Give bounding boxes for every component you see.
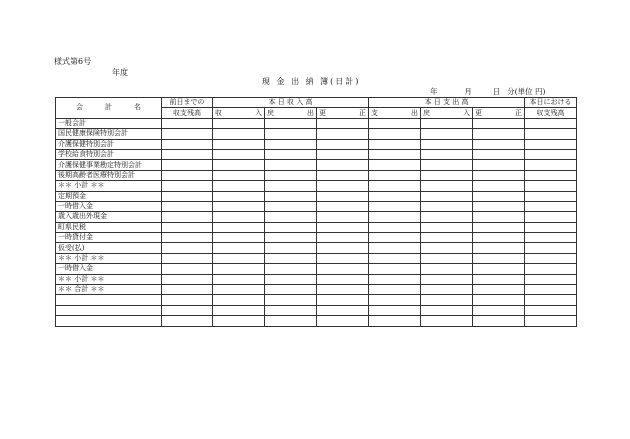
amount-cell xyxy=(213,222,265,232)
today-balance-header-1: 本日における xyxy=(525,98,577,108)
amount-cell xyxy=(421,264,473,274)
account-name-cell: 定期預金 xyxy=(56,191,162,201)
cash-ledger-table xyxy=(55,97,577,327)
amount-cell xyxy=(473,233,525,243)
amount-cell xyxy=(369,181,421,191)
amount-cell xyxy=(473,212,525,222)
table-row xyxy=(56,212,577,222)
account-name-cell: 一時貸付金 xyxy=(56,233,162,243)
amount-cell xyxy=(213,212,265,222)
amount-cell xyxy=(369,160,421,170)
amount-cell xyxy=(317,243,369,253)
amount-cell xyxy=(265,295,317,305)
amount-cell xyxy=(369,285,421,295)
amount-cell xyxy=(421,181,473,191)
amount-cell xyxy=(162,253,213,263)
receipts-group-header: 本 日 収 入 高 xyxy=(213,98,369,108)
prev-balance-header-1: 前日までの xyxy=(162,98,213,108)
receipts-sub-header xyxy=(265,108,317,118)
amount-cell xyxy=(213,295,265,305)
amount-cell xyxy=(421,191,473,201)
account-name-cell: 仮受(払) xyxy=(56,243,162,253)
form-number: 様式第6号 xyxy=(54,57,92,66)
amount-cell xyxy=(525,118,577,128)
amount-cell xyxy=(421,129,473,139)
table-row xyxy=(56,243,577,253)
amount-cell xyxy=(473,139,525,149)
table-row xyxy=(56,233,577,243)
sub-header-char: 入 xyxy=(463,108,471,117)
amount-cell xyxy=(265,264,317,274)
amount-cell xyxy=(369,305,421,315)
amount-cell xyxy=(162,160,213,170)
table-row xyxy=(56,253,577,263)
amount-cell xyxy=(162,149,213,159)
amount-cell xyxy=(265,160,317,170)
amount-cell xyxy=(213,149,265,159)
table-row xyxy=(56,316,577,326)
account-name-cell: 学校給食特別会計 xyxy=(56,149,162,159)
amount-cell xyxy=(162,222,213,232)
amount-cell xyxy=(265,191,317,201)
amount-cell xyxy=(421,201,473,211)
amount-cell xyxy=(265,129,317,139)
amount-cell xyxy=(265,118,317,128)
table-row xyxy=(56,149,577,159)
amount-cell xyxy=(525,222,577,232)
amount-cell xyxy=(473,295,525,305)
amount-cell xyxy=(525,212,577,222)
amount-cell xyxy=(265,181,317,191)
amount-cell xyxy=(421,305,473,315)
amount-cell xyxy=(265,233,317,243)
amount-cell xyxy=(421,253,473,263)
amount-cell xyxy=(265,201,317,211)
sub-header-char: 更 xyxy=(475,108,483,117)
amount-cell xyxy=(473,170,525,180)
ledger-body xyxy=(56,118,577,326)
prev-balance-header-2: 収支残高 xyxy=(162,108,213,118)
amount-cell xyxy=(162,139,213,149)
amount-cell xyxy=(162,118,213,128)
amount-cell xyxy=(525,295,577,305)
amount-cell xyxy=(525,264,577,274)
amount-cell xyxy=(162,274,213,284)
table-row xyxy=(56,181,577,191)
amount-cell xyxy=(421,160,473,170)
amount-cell xyxy=(265,243,317,253)
account-name-cell: ＊＊ 小計 ＊＊ xyxy=(56,253,162,263)
amount-cell xyxy=(317,212,369,222)
account-name-cell: 後期高齢者医療特別会計 xyxy=(56,170,162,180)
table-row xyxy=(56,191,577,201)
amount-cell xyxy=(213,233,265,243)
table-row xyxy=(56,274,577,284)
amount-cell xyxy=(317,233,369,243)
amount-cell xyxy=(421,285,473,295)
date-line xyxy=(430,86,545,97)
table-row xyxy=(56,295,577,305)
amount-cell xyxy=(421,233,473,243)
table-row xyxy=(56,139,577,149)
amount-cell xyxy=(317,264,369,274)
amount-cell xyxy=(369,139,421,149)
amount-cell xyxy=(525,233,577,243)
account-name-header xyxy=(56,98,162,119)
table-row xyxy=(56,264,577,274)
date-day: 日 xyxy=(492,87,501,96)
amount-cell xyxy=(421,316,473,326)
table-row xyxy=(56,305,577,315)
date-unit: 分(単位 円) xyxy=(507,87,546,96)
account-name-cell: 介護保健事業勘定特別会計 xyxy=(56,160,162,170)
date-month: 月 xyxy=(464,87,472,96)
table-row xyxy=(56,222,577,232)
amount-cell xyxy=(213,316,265,326)
date-year: 年 xyxy=(430,87,438,96)
amount-cell xyxy=(421,212,473,222)
amount-cell xyxy=(369,264,421,274)
account-name-cell: ＊＊ 小計 ＊＊ xyxy=(56,274,162,284)
amount-cell xyxy=(317,222,369,232)
account-name-cell: 歳入歳出外現金 xyxy=(56,212,162,222)
amount-cell xyxy=(162,264,213,274)
amount-cell xyxy=(369,201,421,211)
amount-cell xyxy=(213,285,265,295)
amount-cell xyxy=(369,274,421,284)
account-name-cell: 町県民税 xyxy=(56,222,162,232)
amount-cell xyxy=(213,160,265,170)
amount-cell xyxy=(369,295,421,305)
fiscal-year-label: 年度 xyxy=(112,68,128,77)
amount-cell xyxy=(317,191,369,201)
amount-cell xyxy=(525,253,577,263)
amount-cell xyxy=(265,222,317,232)
amount-cell xyxy=(369,191,421,201)
amount-cell xyxy=(421,295,473,305)
amount-cell xyxy=(265,316,317,326)
payments-sub-header xyxy=(369,108,421,118)
amount-cell xyxy=(473,222,525,232)
sub-header-char: 正 xyxy=(359,108,367,117)
amount-cell xyxy=(265,170,317,180)
amount-cell xyxy=(317,129,369,139)
amount-cell xyxy=(265,305,317,315)
amount-cell xyxy=(265,149,317,159)
amount-cell xyxy=(265,212,317,222)
amount-cell xyxy=(473,253,525,263)
amount-cell xyxy=(525,181,577,191)
table-row xyxy=(56,129,577,139)
amount-cell xyxy=(317,181,369,191)
amount-cell xyxy=(421,243,473,253)
amount-cell xyxy=(213,191,265,201)
payments-sub-header xyxy=(473,108,525,118)
amount-cell xyxy=(213,181,265,191)
amount-cell xyxy=(162,129,213,139)
sub-header-char: 出 xyxy=(307,108,314,117)
payments-group-header: 本 日 支 出 高 xyxy=(369,98,525,108)
amount-cell xyxy=(525,274,577,284)
amount-cell xyxy=(213,170,265,180)
account-name-cell: 国民健康保険特別会計 xyxy=(56,129,162,139)
amount-cell xyxy=(213,243,265,253)
account-name-cell xyxy=(56,305,162,315)
amount-cell xyxy=(473,274,525,284)
amount-cell xyxy=(317,139,369,149)
amount-cell xyxy=(162,285,213,295)
table-row xyxy=(56,160,577,170)
amount-cell xyxy=(525,316,577,326)
amount-cell xyxy=(421,274,473,284)
amount-cell xyxy=(213,264,265,274)
amount-cell xyxy=(213,129,265,139)
amount-cell xyxy=(473,201,525,211)
sub-header-char: 支 xyxy=(371,108,379,117)
amount-cell xyxy=(473,181,525,191)
amount-cell xyxy=(473,160,525,170)
amount-cell xyxy=(317,253,369,263)
amount-cell xyxy=(473,285,525,295)
account-name-cell: 一般会計 xyxy=(56,118,162,128)
document-title: 現 金 出 納 簿(日計) xyxy=(262,77,361,86)
table-row xyxy=(56,118,577,128)
amount-cell xyxy=(473,149,525,159)
amount-cell xyxy=(473,264,525,274)
sub-header-char: 入 xyxy=(255,108,262,117)
amount-cell xyxy=(317,149,369,159)
amount-cell xyxy=(473,118,525,128)
sub-header-char: 更 xyxy=(319,108,326,117)
amount-cell xyxy=(213,274,265,284)
amount-cell xyxy=(473,316,525,326)
account-name-cell: ＊＊ 小計 ＊＊ xyxy=(56,181,162,191)
amount-cell xyxy=(525,305,577,315)
amount-cell xyxy=(162,212,213,222)
payments-sub-header xyxy=(421,108,473,118)
amount-cell xyxy=(369,170,421,180)
amount-cell xyxy=(162,201,213,211)
amount-cell xyxy=(162,181,213,191)
receipts-sub-header xyxy=(213,108,265,118)
amount-cell xyxy=(369,222,421,232)
amount-cell xyxy=(421,170,473,180)
amount-cell xyxy=(525,129,577,139)
amount-cell xyxy=(317,305,369,315)
amount-cell xyxy=(265,285,317,295)
amount-cell xyxy=(265,253,317,263)
sub-header-char: 戻 xyxy=(267,108,274,117)
table-row xyxy=(56,201,577,211)
amount-cell xyxy=(162,233,213,243)
amount-cell xyxy=(162,243,213,253)
amount-cell xyxy=(213,118,265,128)
table-row xyxy=(56,285,577,295)
amount-cell xyxy=(162,295,213,305)
amount-cell xyxy=(421,149,473,159)
amount-cell xyxy=(162,191,213,201)
sub-header-char: 戻 xyxy=(423,108,431,117)
amount-cell xyxy=(421,222,473,232)
amount-cell xyxy=(213,139,265,149)
sub-header-char: 出 xyxy=(411,108,419,117)
amount-cell xyxy=(473,305,525,315)
amount-cell xyxy=(213,201,265,211)
amount-cell xyxy=(213,305,265,315)
sub-header-char: 正 xyxy=(515,108,523,117)
amount-cell xyxy=(162,170,213,180)
account-name-cell: 介護保健特別会計 xyxy=(56,139,162,149)
account-header-char: 名 xyxy=(134,103,141,112)
amount-cell xyxy=(265,274,317,284)
amount-cell xyxy=(369,243,421,253)
amount-cell xyxy=(369,118,421,128)
amount-cell xyxy=(525,149,577,159)
amount-cell xyxy=(473,129,525,139)
amount-cell xyxy=(525,201,577,211)
amount-cell xyxy=(317,160,369,170)
table-row xyxy=(56,170,577,180)
sub-header-char: 収 xyxy=(215,108,222,117)
amount-cell xyxy=(162,316,213,326)
amount-cell xyxy=(369,129,421,139)
account-name-cell: ＊＊ 合計 ＊＊ xyxy=(56,285,162,295)
amount-cell xyxy=(369,149,421,159)
amount-cell xyxy=(473,243,525,253)
amount-cell xyxy=(317,201,369,211)
amount-cell xyxy=(421,118,473,128)
amount-cell xyxy=(317,170,369,180)
receipts-sub-header xyxy=(317,108,369,118)
amount-cell xyxy=(265,139,317,149)
account-name-cell xyxy=(56,316,162,326)
amount-cell xyxy=(317,295,369,305)
amount-cell xyxy=(369,316,421,326)
amount-cell xyxy=(317,285,369,295)
amount-cell xyxy=(421,139,473,149)
amount-cell xyxy=(525,285,577,295)
account-header-char: 会 xyxy=(76,103,83,112)
amount-cell xyxy=(317,118,369,128)
account-name-cell xyxy=(56,295,162,305)
account-name-cell: 一時借入金 xyxy=(56,201,162,211)
amount-cell xyxy=(525,243,577,253)
account-name-cell: 一時借入金 xyxy=(56,264,162,274)
account-header-char: 計 xyxy=(105,103,112,112)
amount-cell xyxy=(525,160,577,170)
amount-cell xyxy=(525,170,577,180)
amount-cell xyxy=(369,212,421,222)
amount-cell xyxy=(213,253,265,263)
amount-cell xyxy=(317,316,369,326)
amount-cell xyxy=(369,233,421,243)
amount-cell xyxy=(525,191,577,201)
amount-cell xyxy=(317,274,369,284)
amount-cell xyxy=(369,253,421,263)
amount-cell xyxy=(525,139,577,149)
today-balance-header-2: 収支残高 xyxy=(525,108,577,118)
amount-cell xyxy=(162,305,213,315)
amount-cell xyxy=(473,191,525,201)
